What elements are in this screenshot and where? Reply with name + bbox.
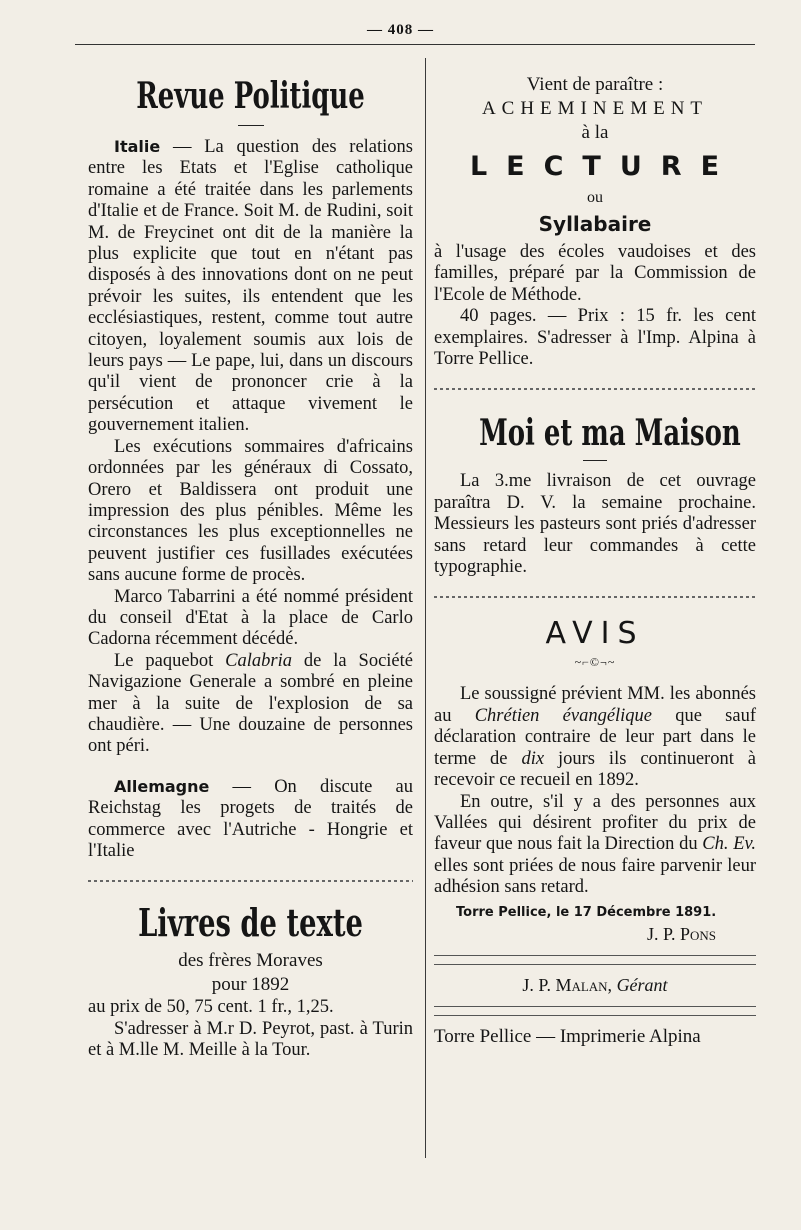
paquebot-name: Calabria xyxy=(225,650,292,671)
syllabaire-title: Syllabaire xyxy=(538,212,652,236)
lecture-title: LECTURE xyxy=(469,151,739,182)
avis-ornament: ~⌐©¬~ xyxy=(574,655,616,670)
page-number: — 408 — xyxy=(367,22,434,38)
avis-p1-b: que sauf déclaration contraire de leur part dans le terme de xyxy=(434,705,756,769)
footer-rule xyxy=(434,1006,756,1016)
paquebot-after: de la Société Navigazione Generale a sombré en pleine mer à la suite de l'explosion de sa chaudière. — Une douzaine de personnes ont péri. xyxy=(88,650,413,757)
avis-paragraph-1 xyxy=(434,684,756,791)
maison-title: Moi et ma Maison xyxy=(479,412,741,455)
avis-title: AVIS xyxy=(545,616,645,652)
gerant-name: J. P. Malan, xyxy=(522,974,617,995)
title-dash xyxy=(238,125,264,126)
column-separator xyxy=(425,58,426,1158)
section-divider xyxy=(88,876,413,886)
avis-p1-c: jours ils continueront à recevoir ce recueil en 1892. xyxy=(434,748,756,791)
acheminement: ACHEMINEMENT xyxy=(481,98,709,119)
vient-de-paraitre: Vient de paraître : xyxy=(526,74,664,95)
title-dash xyxy=(583,460,607,461)
livres-price: au prix de 50, 75 cent. 1 fr., 1,25. xyxy=(88,997,334,1018)
paquebot-before: Le paquebot xyxy=(114,650,226,671)
section-divider xyxy=(434,592,756,602)
allemagne-paragraph xyxy=(88,776,413,863)
italie-text: — La question des relations entre les Etats et l'Eglise catholique romaine a été traitée dans les parlements d'Italie et de France. Soit M. de Rudini, soit M. de Freycinet ont dit de la manière la plus explicite que tout en n'étant pas disposés à des innovations dont on ne peut prévoir les suites, ils entendent que les ecclésiastiques, restent, comme tout autre citoyen, loyalement soumis aux lois de leurs pays — Le pape, lui, dans un discours qu'il vient de prononcer crie à la persécution et attaque vivement le gouvernement italien. xyxy=(88,137,413,436)
allemagne-text: — On discute au Reichstag les progets de traités de commerce avec l'Autriche - Hongrie et l'Italie xyxy=(88,776,413,861)
avis-p1-dix: dix xyxy=(521,748,545,769)
italie-label: Italie xyxy=(114,137,161,156)
syllabaire-text: à l'usage des écoles vaudoises et des familles, préparé par la Commission de l'Ecole de Méthode. xyxy=(434,242,756,305)
livres-title: Livres de texte xyxy=(138,900,363,946)
allemagne-label: Allemagne xyxy=(114,776,210,796)
signature: J. P. Pons xyxy=(646,923,716,944)
gerant-line xyxy=(434,975,756,996)
revue-politique-title: Revue Politique xyxy=(136,75,365,117)
right-column xyxy=(434,55,756,1048)
paquebot-paragraph xyxy=(88,651,413,758)
avis-p2-a: En outre, s'il y a des personnes aux Vallées qui désirent profiter du prix de faveur que nous fait la Direction du xyxy=(434,791,756,855)
executions-paragraph: Les exécutions sommaires d'africains ordonnées par les généraux di Cossato, Orero et Baldissera ont produit une impression des plus pénibles. Même les circonstances les plus exceptionnelles ne peuvent justifier ces fusillades exécutées sans aucune forme de procès. xyxy=(88,436,413,586)
avis-p1-italic: Chrétien évangélique xyxy=(474,705,653,726)
footer-rule xyxy=(434,955,756,965)
avis-p2-b: elles sont priées de nous faire parvenir leur adhésion sans retard. xyxy=(434,855,756,898)
italie-paragraph xyxy=(88,136,413,437)
avis-p2-italic: Ch. Ev. xyxy=(702,834,756,855)
avis-paragraph-2 xyxy=(434,792,756,899)
gerant-title: Gérant xyxy=(616,974,668,995)
a-la: à la xyxy=(581,122,609,143)
livres-address: S'adresser à M.r D. Peyrot, past. à Turin et à M.lle M. Meille à la Tour. xyxy=(88,1018,413,1061)
avis-p1-a: Le soussigné prévient MM. les abonnés au xyxy=(434,684,756,726)
marco-paragraph: Marco Tabarrini a été nommé président du conseil d'Etat à la place de Carlo Cadorna récemment décédé. xyxy=(88,586,413,650)
section-divider xyxy=(434,384,756,394)
livres-line1: des frères Moraves xyxy=(178,950,323,972)
livres-line2: pour 1892 xyxy=(211,974,290,996)
dateline: Torre Pellice, le 17 Décembre 1891. xyxy=(456,904,717,920)
imprimerie-line: Torre Pellice — Imprimerie Alpina xyxy=(434,1025,701,1047)
left-column xyxy=(88,55,413,1062)
spacer xyxy=(88,758,413,776)
ou: ou xyxy=(587,189,603,206)
pages-text: 40 pages. — Prix : 15 fr. les cent exemplaires. S'adresser à l'Imp. Alpina à Torre Pellice. xyxy=(434,306,756,370)
maison-text: La 3.me livraison de cet ouvrage paraîtra D. V. la semaine prochaine. Messieurs les pasteurs sont priés d'adresser sans retard leur commandes à cette typographie. xyxy=(434,471,756,578)
top-rule xyxy=(75,44,755,45)
